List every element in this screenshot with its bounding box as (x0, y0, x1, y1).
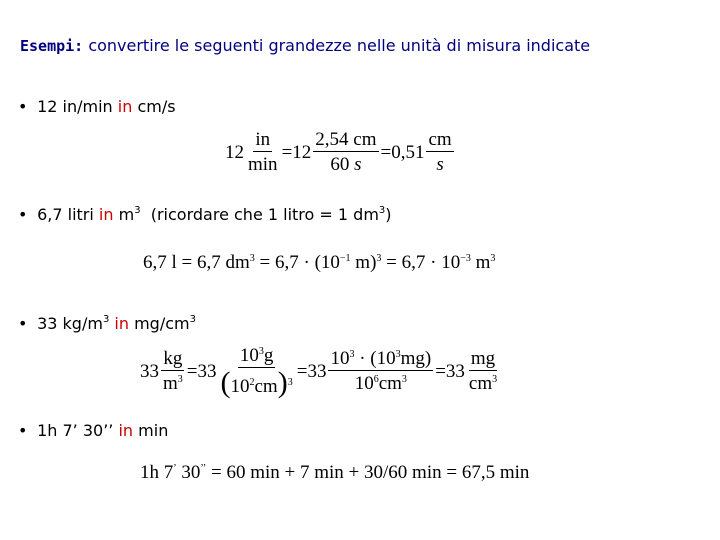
bullet-dot: • (18, 421, 28, 440)
eq1-12b: 12 (292, 141, 312, 163)
eq3-frac-mg-cm3: $\frac{10^3 \cdot (10^3mg)}{10^6cm^3}$ (330, 348, 432, 394)
bullet-2-quantity: 6,7 litri (37, 205, 94, 224)
bullet-1 (18, 97, 176, 116)
bullet-1-quantity: 12 in/min (37, 97, 113, 116)
bullet-2-target: $m^3$ (118, 205, 141, 224)
eq1-frac-in-min: $\frac{in}{\min}$ (248, 129, 278, 175)
equation-2: 6,7 l = 6,7 $dm^3 = 6,7 \cdot (10^{-1}$ $m)^3 = 6,7 \cdot 10^{-3}$ $m^3$ (143, 252, 496, 273)
bullet-2-note: (ricordare che 1 litro = 1 $dm^3$) (150, 205, 392, 224)
equation-3: 33 $\frac{kg}{m^3}$ = 33 $\frac{10^3g}{(10^2cm)^3}$ = 33 $\frac{10^3 \cdot (10^3mg)}{10^6cm^3}$ = 33 $\frac{mg}{cm^3}$ (140, 345, 498, 399)
bullet-4-target: min (138, 421, 169, 440)
bullet-dot: • (18, 97, 28, 116)
title-label: Esempi: (20, 37, 84, 55)
bullet-3-quantity: 33 $kg/m^3$ (37, 314, 110, 333)
equation-4: 1h 7’ 30’’ = 60 min + 7 min + 30/60 min = 67,5 min (140, 462, 530, 483)
eq3-frac-kg-m3: $\frac{kg}{m^3}$ (163, 348, 183, 394)
eq3-frac-g-cm3: $\frac{10^3g}{(10^2cm)^3}$ (220, 345, 293, 399)
bullet-1-target: cm/s (137, 97, 176, 116)
bullet-2 (18, 205, 392, 224)
eq1-equals: = (281, 141, 293, 163)
eq1-12: 12 (225, 141, 244, 163)
bullet-1-in: in (117, 97, 133, 116)
bullet-3-in: in (114, 314, 129, 333)
eq1-result: 0,51 (391, 141, 425, 163)
slide-title (20, 36, 590, 55)
eq3-frac-result: $\frac{mg}{cm^3}$ (468, 348, 498, 394)
eq1-equals-2: = (380, 141, 392, 163)
bullet-3-target: $mg/cm^3$ (134, 314, 196, 333)
title-text: convertire le seguenti grandezze nelle unità di misura indicate (88, 36, 591, 55)
bullet-dot: • (18, 314, 28, 333)
equation-1 (225, 130, 456, 174)
bullet-4 (18, 421, 168, 440)
bullet-dot: • (18, 205, 28, 224)
eq1-frac-cm-s: $\frac{cm}{s}$ (428, 129, 452, 175)
bullet-2-in: in (98, 205, 114, 224)
eq1-frac-conversion: $\frac{2,54 cm}{60 s}$ (315, 129, 377, 175)
bullet-4-in: in (118, 421, 134, 440)
bullet-4-quantity: 1h 7’ 30’’ (37, 421, 114, 440)
bullet-3 (18, 314, 196, 333)
